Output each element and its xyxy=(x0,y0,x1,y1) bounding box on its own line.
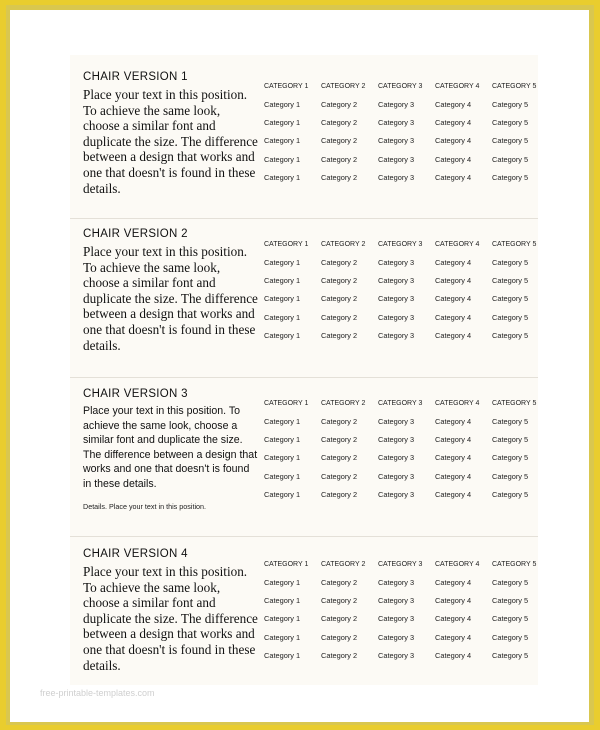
category-cell: Category 5 xyxy=(492,435,529,445)
category-cell: Category 3 xyxy=(378,276,415,286)
category-cell: Category 1 xyxy=(264,650,301,660)
category-cell: Category 4 xyxy=(435,330,472,340)
category-row xyxy=(264,490,538,508)
section-description: Place your text in this position. To achieve the same look, choose a similar font and duplicate the size. The difference between a design that works and one that doesn't is found in these details. xyxy=(83,87,258,196)
category-row xyxy=(264,100,538,118)
category-row xyxy=(264,651,538,669)
category-cell: Category 3 xyxy=(378,118,415,128)
category-cell: Category 1 xyxy=(264,632,301,642)
category-cell: Category 5 xyxy=(492,471,529,481)
section-details-note: Details. Place your text in this position. xyxy=(83,501,207,511)
category-cell: Category 2 xyxy=(321,172,358,182)
category-header-cell: CATEGORY 5 xyxy=(492,83,537,90)
category-header-cell: CATEGORY 4 xyxy=(435,241,480,248)
category-cell: Category 3 xyxy=(378,136,415,146)
category-cell: Category 5 xyxy=(492,294,529,304)
category-cell: Category 4 xyxy=(435,136,472,146)
category-cell: Category 2 xyxy=(321,578,358,587)
category-row xyxy=(264,435,538,453)
category-cell: Category 2 xyxy=(321,118,358,128)
section-title: CHAIR VERSION 4 xyxy=(83,548,188,560)
category-cell: Category 1 xyxy=(264,489,301,499)
category-header-row xyxy=(264,83,538,100)
category-cell: Category 3 xyxy=(378,578,415,587)
category-cell: Category 1 xyxy=(264,136,301,146)
section-title: CHAIR VERSION 1 xyxy=(83,71,188,83)
category-cell: Category 5 xyxy=(492,136,529,146)
category-cell: Category 3 xyxy=(378,172,415,182)
category-cell: Category 5 xyxy=(492,650,529,660)
category-cell: Category 2 xyxy=(321,258,358,267)
category-cell: Category 3 xyxy=(378,471,415,481)
category-cell: Category 5 xyxy=(492,172,529,182)
category-row xyxy=(264,578,538,596)
category-cell: Category 2 xyxy=(321,276,358,286)
category-header-cell: CATEGORY 5 xyxy=(492,561,537,568)
category-header-cell: CATEGORY 1 xyxy=(264,561,309,568)
category-cell: Category 5 xyxy=(492,632,529,642)
category-cell: Category 1 xyxy=(264,154,301,164)
category-cell: Category 4 xyxy=(435,172,472,182)
section-title: CHAIR VERSION 2 xyxy=(83,228,188,240)
category-cell: Category 5 xyxy=(492,276,529,286)
category-cell: Category 2 xyxy=(321,596,358,606)
category-cell: Category 1 xyxy=(264,276,301,286)
category-cell: Category 4 xyxy=(435,258,472,267)
category-cell: Category 2 xyxy=(321,330,358,340)
category-cell: Category 3 xyxy=(378,614,415,624)
category-cell: Category 3 xyxy=(378,417,415,426)
category-header-cell: CATEGORY 3 xyxy=(378,400,423,407)
category-cell: Category 3 xyxy=(378,100,415,109)
category-cell: Category 5 xyxy=(492,312,529,322)
category-header-cell: CATEGORY 3 xyxy=(378,561,423,568)
category-cell: Category 5 xyxy=(492,118,529,128)
category-cell: Category 5 xyxy=(492,596,529,606)
category-cell: Category 2 xyxy=(321,100,358,109)
category-grid xyxy=(264,83,538,191)
category-cell: Category 1 xyxy=(264,453,301,463)
category-cell: Category 1 xyxy=(264,294,301,304)
category-cell: Category 1 xyxy=(264,118,301,128)
category-header-cell: CATEGORY 3 xyxy=(378,83,423,90)
category-header-cell: CATEGORY 3 xyxy=(378,241,423,248)
category-cell: Category 3 xyxy=(378,489,415,499)
category-cell: Category 1 xyxy=(264,100,301,109)
category-cell: Category 1 xyxy=(264,578,301,587)
category-cell: Category 3 xyxy=(378,435,415,445)
category-cell: Category 4 xyxy=(435,294,472,304)
category-cell: Category 1 xyxy=(264,172,301,182)
category-cell: Category 4 xyxy=(435,154,472,164)
category-cell: Category 1 xyxy=(264,596,301,606)
category-row xyxy=(264,614,538,632)
category-grid xyxy=(264,561,538,669)
category-cell: Category 5 xyxy=(492,453,529,463)
category-row xyxy=(264,453,538,471)
category-cell: Category 2 xyxy=(321,417,358,426)
category-cell: Category 3 xyxy=(378,294,415,304)
section-description: Place your text in this position. To achieve the same look, choose a similar font and duplicate the size. The difference between a design that works and one that doesn't is found in these details. xyxy=(83,564,258,673)
category-cell: Category 5 xyxy=(492,258,529,267)
category-header-cell: CATEGORY 2 xyxy=(321,241,366,248)
category-header-row xyxy=(264,400,538,417)
category-cell: Category 2 xyxy=(321,312,358,322)
category-cell: Category 2 xyxy=(321,632,358,642)
category-header-cell: CATEGORY 4 xyxy=(435,83,480,90)
category-cell: Category 5 xyxy=(492,578,529,587)
category-cell: Category 1 xyxy=(264,435,301,445)
category-cell: Category 4 xyxy=(435,276,472,286)
section-description: Place your text in this position. To achieve the same look, choose a similar font and duplicate the size. The difference between a design that works and one that doesn't is found in these details. xyxy=(83,244,258,353)
category-header-cell: CATEGORY 4 xyxy=(435,561,480,568)
category-cell: Category 3 xyxy=(378,258,415,267)
category-row xyxy=(264,417,538,435)
category-row xyxy=(264,313,538,331)
category-header-cell: CATEGORY 5 xyxy=(492,400,537,407)
category-cell: Category 4 xyxy=(435,118,472,128)
category-cell: Category 3 xyxy=(378,453,415,463)
category-row xyxy=(264,118,538,136)
category-header-cell: CATEGORY 1 xyxy=(264,83,309,90)
category-row xyxy=(264,596,538,614)
category-row xyxy=(264,633,538,651)
section-description: Place your text in this position. To achieve the same look, choose a similar font and duplicate the size. The difference between a design that works and one that doesn't is found in these details. xyxy=(83,405,258,490)
category-cell: Category 4 xyxy=(435,417,472,426)
category-row xyxy=(264,173,538,191)
category-cell: Category 4 xyxy=(435,578,472,587)
category-cell: Category 4 xyxy=(435,489,472,499)
category-cell: Category 1 xyxy=(264,471,301,481)
category-header-cell: CATEGORY 2 xyxy=(321,400,366,407)
category-cell: Category 1 xyxy=(264,417,301,426)
category-cell: Category 3 xyxy=(378,312,415,322)
category-cell: Category 4 xyxy=(435,100,472,109)
category-grid xyxy=(264,400,538,508)
category-row xyxy=(264,331,538,349)
category-row xyxy=(264,136,538,154)
category-cell: Category 5 xyxy=(492,330,529,340)
category-cell: Category 5 xyxy=(492,489,529,499)
category-cell: Category 3 xyxy=(378,632,415,642)
category-header-cell: CATEGORY 4 xyxy=(435,400,480,407)
category-cell: Category 4 xyxy=(435,471,472,481)
category-cell: Category 2 xyxy=(321,136,358,146)
category-cell: Category 4 xyxy=(435,614,472,624)
category-cell: Category 5 xyxy=(492,614,529,624)
category-grid xyxy=(264,241,538,349)
category-row xyxy=(264,276,538,294)
category-cell: Category 2 xyxy=(321,154,358,164)
category-cell: Category 1 xyxy=(264,312,301,322)
category-cell: Category 3 xyxy=(378,596,415,606)
category-cell: Category 5 xyxy=(492,100,529,109)
category-header-row xyxy=(264,241,538,258)
section-divider xyxy=(70,377,538,378)
category-cell: Category 2 xyxy=(321,471,358,481)
category-row xyxy=(264,294,538,312)
watermark-text: free-printable-templates.com xyxy=(40,688,155,698)
category-cell: Category 1 xyxy=(264,614,301,624)
category-cell: Category 2 xyxy=(321,614,358,624)
section-title: CHAIR VERSION 3 xyxy=(83,388,188,400)
category-cell: Category 5 xyxy=(492,154,529,164)
category-cell: Category 2 xyxy=(321,294,358,304)
category-header-row xyxy=(264,561,538,578)
category-cell: Category 4 xyxy=(435,596,472,606)
category-header-cell: CATEGORY 1 xyxy=(264,400,309,407)
category-header-cell: CATEGORY 2 xyxy=(321,83,366,90)
category-row xyxy=(264,258,538,276)
category-cell: Category 1 xyxy=(264,258,301,267)
category-cell: Category 4 xyxy=(435,453,472,463)
category-cell: Category 4 xyxy=(435,435,472,445)
category-header-cell: CATEGORY 1 xyxy=(264,241,309,248)
category-cell: Category 1 xyxy=(264,330,301,340)
category-cell: Category 2 xyxy=(321,489,358,499)
category-header-cell: CATEGORY 5 xyxy=(492,241,537,248)
category-cell: Category 4 xyxy=(435,650,472,660)
document-page xyxy=(10,10,589,722)
category-cell: Category 3 xyxy=(378,154,415,164)
category-cell: Category 2 xyxy=(321,650,358,660)
section-divider xyxy=(70,218,538,219)
category-cell: Category 4 xyxy=(435,632,472,642)
category-cell: Category 2 xyxy=(321,435,358,445)
category-cell: Category 5 xyxy=(492,417,529,426)
category-cell: Category 3 xyxy=(378,330,415,340)
price-list-document xyxy=(70,55,538,685)
section-divider xyxy=(70,536,538,537)
category-cell: Category 2 xyxy=(321,453,358,463)
category-cell: Category 3 xyxy=(378,650,415,660)
category-header-cell: CATEGORY 2 xyxy=(321,561,366,568)
category-row xyxy=(264,472,538,490)
category-cell: Category 4 xyxy=(435,312,472,322)
category-row xyxy=(264,155,538,173)
